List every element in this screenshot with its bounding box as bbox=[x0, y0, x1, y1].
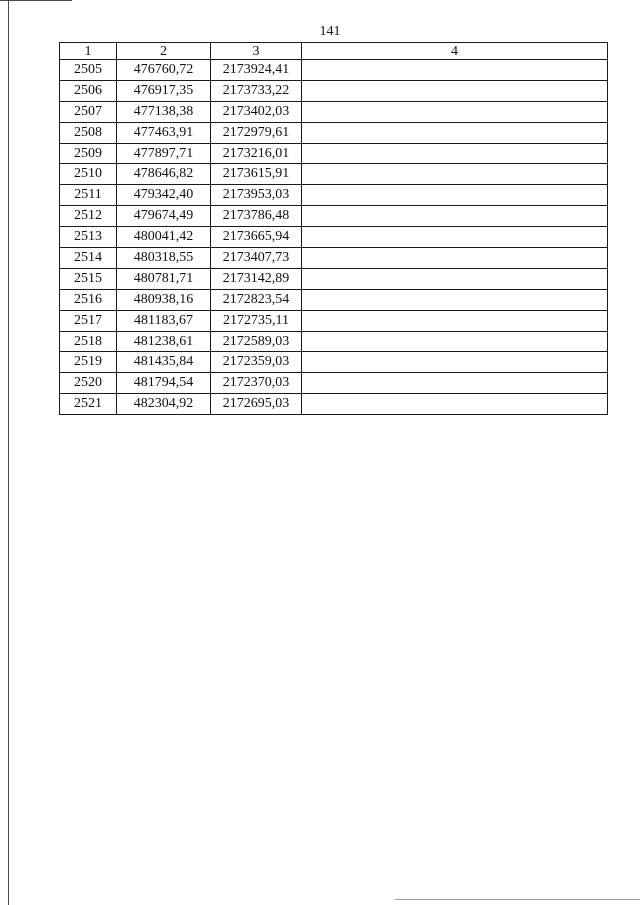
table-row bbox=[60, 227, 608, 248]
point-number-cell: 2520 bbox=[60, 373, 117, 394]
column-4-cell bbox=[302, 352, 608, 373]
point-number-cell: 2518 bbox=[60, 331, 117, 352]
x-coordinate-cell: 480938,16 bbox=[117, 289, 211, 310]
table-row bbox=[60, 248, 608, 269]
y-coordinate-cell: 2173786,48 bbox=[211, 206, 302, 227]
column-4-cell bbox=[302, 373, 608, 394]
table-row bbox=[60, 122, 608, 143]
page-number: 141 bbox=[319, 24, 341, 39]
column-4-cell bbox=[302, 227, 608, 248]
y-coordinate-cell: 2173216,01 bbox=[211, 143, 302, 164]
column-4-cell bbox=[302, 206, 608, 227]
x-coordinate-cell: 478646,82 bbox=[117, 164, 211, 185]
x-coordinate-cell: 479674,49 bbox=[117, 206, 211, 227]
point-number-cell: 2512 bbox=[60, 206, 117, 227]
point-number-cell: 2507 bbox=[60, 101, 117, 122]
table-row bbox=[60, 352, 608, 373]
table-row bbox=[60, 206, 608, 227]
table-header-row bbox=[60, 43, 608, 60]
x-coordinate-cell: 480318,55 bbox=[117, 248, 211, 269]
x-coordinate-cell: 481183,67 bbox=[117, 310, 211, 331]
table-row bbox=[60, 268, 608, 289]
y-coordinate-cell: 2173953,03 bbox=[211, 185, 302, 206]
y-coordinate-cell: 2172695,03 bbox=[211, 394, 302, 415]
table-row bbox=[60, 373, 608, 394]
table-row bbox=[60, 143, 608, 164]
y-coordinate-cell: 2173733,22 bbox=[211, 80, 302, 101]
column-4-cell bbox=[302, 185, 608, 206]
x-coordinate-cell: 480781,71 bbox=[117, 268, 211, 289]
x-coordinate-cell: 479342,40 bbox=[117, 185, 211, 206]
column-4-cell bbox=[302, 80, 608, 101]
column-header-3: 3 bbox=[211, 43, 302, 60]
scan-edge-left bbox=[8, 0, 9, 905]
column-4-cell bbox=[302, 268, 608, 289]
point-number-cell: 2517 bbox=[60, 310, 117, 331]
coordinates-table bbox=[59, 42, 608, 415]
point-number-cell: 2506 bbox=[60, 80, 117, 101]
x-coordinate-cell: 476917,35 bbox=[117, 80, 211, 101]
x-coordinate-cell: 477138,38 bbox=[117, 101, 211, 122]
column-4-cell bbox=[302, 122, 608, 143]
column-header-1: 1 bbox=[60, 43, 117, 60]
table-body bbox=[60, 60, 608, 415]
y-coordinate-cell: 2173402,03 bbox=[211, 101, 302, 122]
y-coordinate-cell: 2172979,61 bbox=[211, 122, 302, 143]
y-coordinate-cell: 2172735,11 bbox=[211, 310, 302, 331]
y-coordinate-cell: 2172370,03 bbox=[211, 373, 302, 394]
x-coordinate-cell: 481238,61 bbox=[117, 331, 211, 352]
point-number-cell: 2513 bbox=[60, 227, 117, 248]
point-number-cell: 2509 bbox=[60, 143, 117, 164]
point-number-cell: 2521 bbox=[60, 394, 117, 415]
point-number-cell: 2508 bbox=[60, 122, 117, 143]
column-4-cell bbox=[302, 310, 608, 331]
point-number-cell: 2510 bbox=[60, 164, 117, 185]
column-4-cell bbox=[302, 143, 608, 164]
point-number-cell: 2505 bbox=[60, 60, 117, 81]
column-4-cell bbox=[302, 289, 608, 310]
y-coordinate-cell: 2172589,03 bbox=[211, 331, 302, 352]
column-4-cell bbox=[302, 60, 608, 81]
table-row bbox=[60, 164, 608, 185]
scan-edge-top bbox=[0, 0, 72, 1]
column-4-cell bbox=[302, 248, 608, 269]
point-number-cell: 2519 bbox=[60, 352, 117, 373]
y-coordinate-cell: 2173407,73 bbox=[211, 248, 302, 269]
point-number-cell: 2515 bbox=[60, 268, 117, 289]
table-row bbox=[60, 289, 608, 310]
column-4-cell bbox=[302, 394, 608, 415]
point-number-cell: 2511 bbox=[60, 185, 117, 206]
point-number-cell: 2514 bbox=[60, 248, 117, 269]
column-4-cell bbox=[302, 164, 608, 185]
x-coordinate-cell: 477463,91 bbox=[117, 122, 211, 143]
table-row bbox=[60, 310, 608, 331]
y-coordinate-cell: 2173924,41 bbox=[211, 60, 302, 81]
table-row bbox=[60, 60, 608, 81]
x-coordinate-cell: 481794,54 bbox=[117, 373, 211, 394]
y-coordinate-cell: 2173665,94 bbox=[211, 227, 302, 248]
x-coordinate-cell: 482304,92 bbox=[117, 394, 211, 415]
table-row bbox=[60, 394, 608, 415]
column-header-4: 4 bbox=[302, 43, 608, 60]
x-coordinate-cell: 480041,42 bbox=[117, 227, 211, 248]
table-row bbox=[60, 101, 608, 122]
column-header-2: 2 bbox=[117, 43, 211, 60]
table-row bbox=[60, 185, 608, 206]
scan-edge-bottom bbox=[395, 899, 640, 900]
column-4-cell bbox=[302, 331, 608, 352]
y-coordinate-cell: 2173142,89 bbox=[211, 268, 302, 289]
point-number-cell: 2516 bbox=[60, 289, 117, 310]
x-coordinate-cell: 476760,72 bbox=[117, 60, 211, 81]
y-coordinate-cell: 2173615,91 bbox=[211, 164, 302, 185]
x-coordinate-cell: 477897,71 bbox=[117, 143, 211, 164]
table-row bbox=[60, 331, 608, 352]
y-coordinate-cell: 2172823,54 bbox=[211, 289, 302, 310]
table-row bbox=[60, 80, 608, 101]
x-coordinate-cell: 481435,84 bbox=[117, 352, 211, 373]
column-4-cell bbox=[302, 101, 608, 122]
y-coordinate-cell: 2172359,03 bbox=[211, 352, 302, 373]
